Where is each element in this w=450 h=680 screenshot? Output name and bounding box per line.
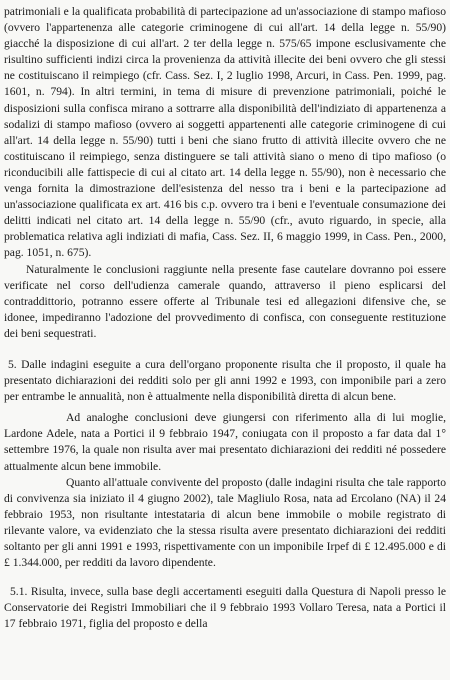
paragraph-cohabitant: Quanto all'attuale convivente del proposto (dalle indagini risulta che tale rapporto di convivenza sia iniziato il 4 giugno 2002), tale Magliulo Rosa, nata ad Ercolano (NA) il 24 febbraio 1953, non risultante intestataria di alcun bene immobile o mobile registrato di rilevante valore, va evidenziato che la stessa risulta avere presentato dichiarazioni dei redditi soltanto per gli anni 1991 e 1993, rispettivamente con un imponibile Irpef di £ 12.495.000 e di £ 1.344.000, per redditi da lavoro dipendente.: [4, 475, 446, 570]
paragraph-section-5: 5. Dalle indagini eseguite a cura dell'organo proponente risulta che il proposto, il quale ha presentato dichiarazioni dei redditi solo per gli anni 1992 e 1993, con imponibile pari a zero per entrambe le annualità, non è attualmente nella disponibilità diretta di alcun bene.: [4, 357, 446, 404]
paragraph-wife: Ad analoghe conclusioni deve giungersi con riferimento alla di lui moglie, Lardone Adele, nata a Portici il 9 febbraio 1947, coniugata con il proposto a far data dal 1° settembre 1976, la quale non risulta aver mai presentato dichiarazioni dei redditi né possedere attualmente alcun bene immobile.: [4, 411, 446, 473]
section-gap: [4, 342, 446, 357]
paragraph-section-5-1: 5.1. Risulta, invece, sulla base degli accertamenti eseguiti dalla Questura di Napoli presso le Conservatorie dei Registri Immobiliari che il 9 febbraio 1993 Vollaro Teresa, nata a Portici il 17 febbraio 1971, figlia del proposto e della: [4, 585, 446, 631]
paragraph-continuation: patrimoniali e la qualificata probabilità di partecipazione ad un'associazione di stampo mafioso (ovvero l'appartenenza alle categorie criminogene di cui all'art. 14 della legge n. 55/90) giacché la disposizione di cui all'art. 2 ter della legge n. 575/65 impone esclusivamente che risultino sufficienti indizi circa la provenienza da attività illecite dei beni ovvero che gli stessi ne costituiscano il reimpiego (cfr. Cass. Sez. I, 2 luglio 1998, Arcuri, in Cass. Pen. 1999, pag. 1601, n. 794). In altri termini, in tema di misure di prevenzione patrimoniali, poiché le disposizioni sulla confisca mirano a sottrarre alla disponibilità dell'indiziato di appartenenza a sodalizi di stampo mafioso (ovvero ai soggetti appartenenti alle categorie criminogene di cui all'art. 14 della legge n. 55/90) tutti i beni che siano frutto di attività illecite ovvero che ne costituiscano il reimpiego, senza distinguere se tali attività siano o meno di tipo mafioso (o riconducibili alle fattispecie di cui al citato art. 14 della legge n. 55/90), non è necessario che venga fornita la dimostrazione dell'esistenza del nesso tra i beni e la partecipazione ad un'associazione qualificata ex art. 416 bis c.p. ovvero tra i beni e l'eventuale consumazione dei delitti indicati nel citato art. 14 della legge n. 55/90 (cfr., avuto riguardo, in specie, alla problematica relativa agli indiziati di mafia, Cass. Sez. II, 6 maggio 1999, in Cass. Pen., 2000, pag. 1051, n. 675).: [4, 5, 446, 260]
paragraph-conclusions: Naturalmente le conclusioni raggiunte nella presente fase cautelare dovranno poi essere verificate nel corso dell'udienza camerale quando, attraverso il pieno esplicarsi del contraddittorio, potranno essere offerte al Tribunale tesi ed allegazioni difensive che, se idonee, impediranno l'adozione del provvedimento di confisca, con conseguente restituzione dei beni sequestrati.: [4, 262, 446, 340]
section-gap-2: [4, 571, 446, 584]
